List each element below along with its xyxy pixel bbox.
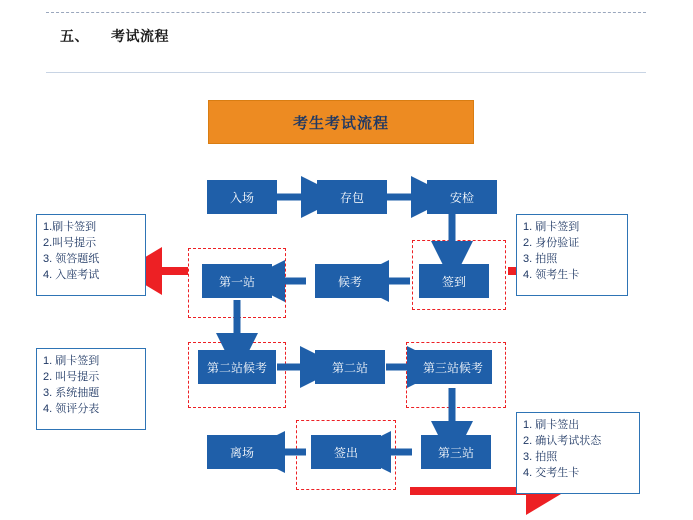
- callout-line: 1.刷卡签到: [43, 221, 97, 233]
- callout-line: 3. 系统抽题: [43, 386, 100, 399]
- node-houkao[interactable]: 候考: [315, 264, 385, 298]
- node-disanzhan-houkao[interactable]: 第三站候考: [414, 350, 492, 384]
- callout-line: 1. 刷卡签出: [523, 419, 580, 431]
- callout-line: 2. 确认考试状态: [523, 434, 602, 447]
- node-dierzhan[interactable]: 第二站: [315, 350, 385, 384]
- callout-line: 3. 领答题纸: [43, 252, 100, 265]
- node-lichang[interactable]: 离场: [207, 435, 277, 469]
- callout-line: 4. 入座考试: [43, 268, 100, 281]
- callout-line: 4. 领评分表: [43, 402, 100, 415]
- node-ruchang[interactable]: 入场: [207, 180, 277, 214]
- section-heading: 考试流程: [111, 28, 169, 44]
- callout-line: 3. 拍照: [523, 450, 558, 463]
- node-disanzhan[interactable]: 第三站: [421, 435, 491, 469]
- callout-line: 3. 拍照: [523, 252, 558, 265]
- callout-line: 1. 刷卡签到: [43, 355, 100, 367]
- section-number: 五、: [60, 28, 89, 44]
- diagram-banner: 考生考试流程: [208, 100, 474, 144]
- node-cunbao[interactable]: 存包: [317, 180, 387, 214]
- callout-signout: [516, 412, 640, 494]
- node-dierzhan-houkao[interactable]: 第二站候考: [198, 350, 276, 384]
- node-qianchu[interactable]: 签出: [311, 435, 381, 469]
- node-diyizhan[interactable]: 第一站: [202, 264, 272, 298]
- callout-station2: [36, 348, 146, 430]
- node-anjian[interactable]: 安检: [427, 180, 497, 214]
- callout-line: 2. 身份验证: [523, 236, 580, 249]
- callout-station1: [36, 214, 146, 296]
- callout-line: 4. 领考生卡: [523, 268, 580, 281]
- callout-line: 1. 刷卡签到: [523, 221, 580, 233]
- callout-line: 4. 交考生卡: [523, 466, 580, 479]
- callout-line: 2. 叫号提示: [43, 370, 100, 383]
- callout-line: 2.叫号提示: [43, 236, 97, 249]
- callout-signin: [516, 214, 628, 296]
- node-qiandao[interactable]: 签到: [419, 264, 489, 298]
